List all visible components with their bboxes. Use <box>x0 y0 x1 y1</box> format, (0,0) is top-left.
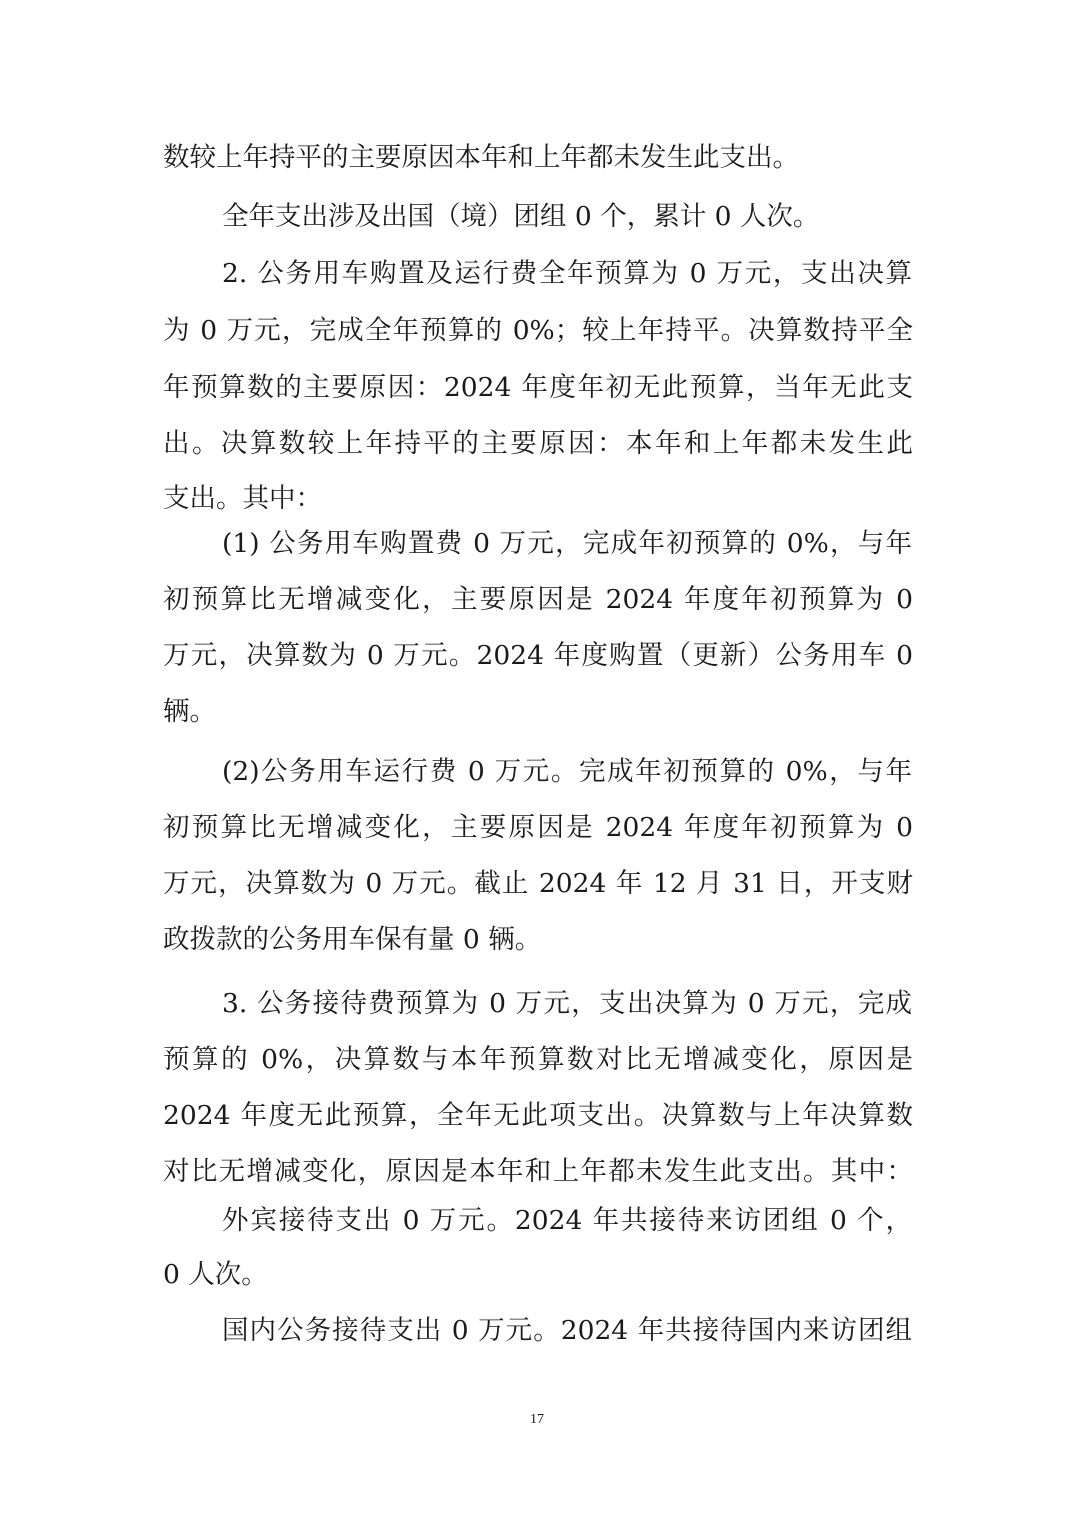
text-line: 出。决算数较上年持平的主要原因：本年和上年都未发生此 <box>163 428 913 459</box>
text-line: 2024 年度无此预算，全年无此项支出。决算数与上年决算数 <box>163 1100 913 1131</box>
text-line: 支出。其中： <box>163 483 322 514</box>
text-line: 国内公务接待支出 0 万元。2024 年共接待国内来访团组 <box>222 1315 912 1346</box>
text-line: 2. 公务用车购置及运行费全年预算为 0 万元，支出决算 <box>222 258 912 289</box>
text-line: 为 0 万元，完成全年预算的 0%；较上年持平。决算数持平全 <box>163 315 913 346</box>
text-line: 全年支出涉及出国（境）团组 0 个，累计 0 人次。 <box>222 201 820 232</box>
text-line: 年预算数的主要原因：2024 年度年初无此预算，当年无此支 <box>163 372 913 403</box>
text-line: (2)公务用车运行费 0 万元。完成年初预算的 0%，与年 <box>222 756 912 787</box>
text-line: 初预算比无增减变化，主要原因是 2024 年度年初预算为 0 <box>163 584 913 615</box>
text-line: 对比无增减变化，原因是本年和上年都未发生此支出。其中： <box>163 1156 913 1187</box>
text-line: 0 人次。 <box>163 1259 268 1290</box>
text-line: 预算的 0%，决算数与本年预算数对比无增减变化，原因是 <box>163 1044 913 1075</box>
text-line: 万元，决算数为 0 万元。2024 年度购置（更新）公务用车 0 <box>163 640 913 671</box>
text-line: 数较上年持平的主要原因本年和上年都未发生此支出。 <box>163 142 799 173</box>
text-line: (1) 公务用车购置费 0 万元，完成年初预算的 0%，与年 <box>222 528 912 559</box>
text-line: 外宾接待支出 0 万元。2024 年共接待来访团组 0 个， <box>222 1205 912 1236</box>
page-number: 17 <box>530 1412 544 1427</box>
text-line: 3. 公务接待费预算为 0 万元，支出决算为 0 万元，完成 <box>222 988 912 1019</box>
text-line: 初预算比无增减变化，主要原因是 2024 年度年初预算为 0 <box>163 812 913 843</box>
text-line: 辆。 <box>163 696 216 727</box>
text-line: 政拨款的公务用车保有量 0 辆。 <box>163 924 542 955</box>
text-line: 万元，决算数为 0 万元。截止 2024 年 12 月 31 日，开支财 <box>163 868 913 899</box>
